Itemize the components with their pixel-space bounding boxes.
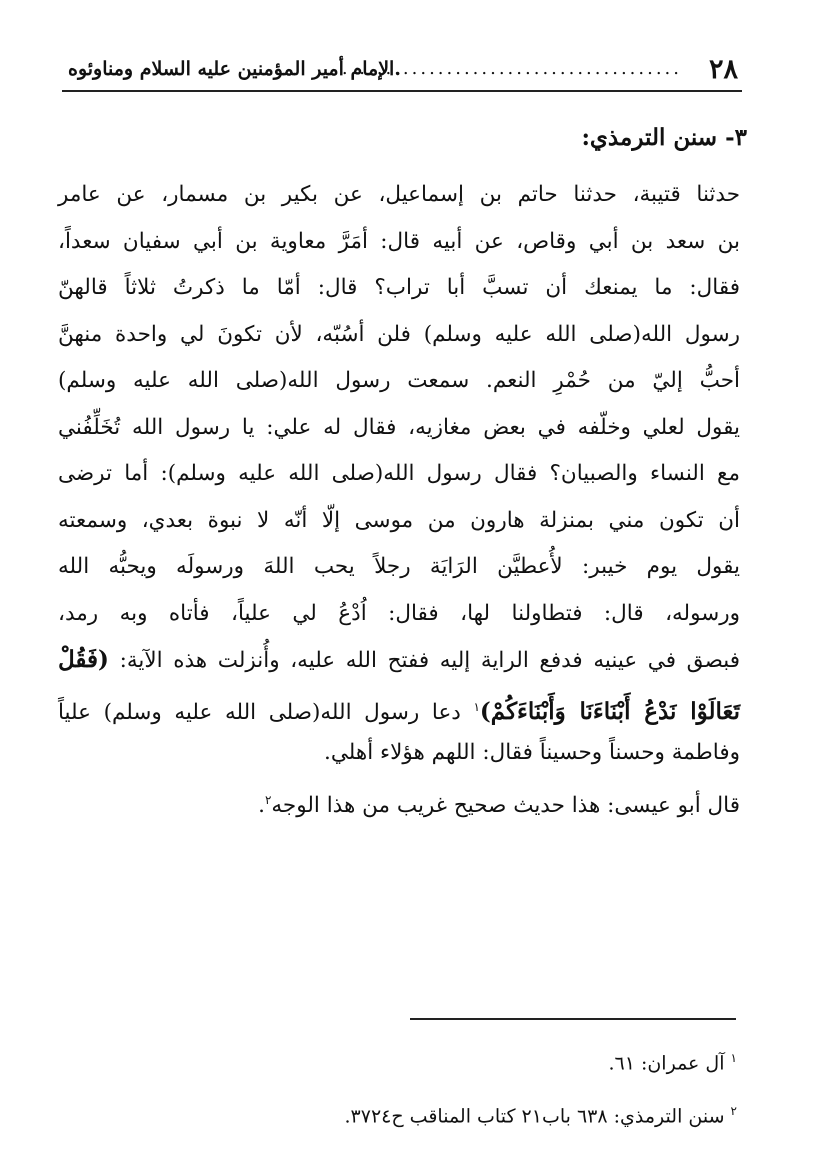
quran-verse-end: تَعَالَوْا نَدْعُ أَبْنَاءَنَا وَأَبْنَاءَكُمْ) bbox=[479, 697, 740, 725]
footnote-separator bbox=[410, 1018, 736, 1020]
text-segment: . bbox=[258, 792, 265, 818]
footnote-ref-2: ٢ bbox=[264, 792, 272, 807]
text-segment: دعا رسول الله(صلى الله عليه وسلم) علياً bbox=[58, 699, 474, 725]
text-line: رسول الله(صلى الله عليه وسلم) فلن أسُبّه، لأن تكونَ لي واحدة منهنَّ bbox=[58, 321, 740, 347]
hadith-text bbox=[58, 172, 740, 823]
text-line-final bbox=[58, 777, 740, 824]
header-dot-leader: ........................................ bbox=[333, 58, 682, 79]
text-line-with-verse bbox=[58, 637, 740, 684]
section-title: ٣- سنن الترمذي: bbox=[581, 124, 747, 151]
page-header bbox=[62, 52, 742, 92]
text-line: أن تكون مني بمنزلة هارون من موسى إلّا أنّه لا نبوة بعدي، وسمعته bbox=[58, 507, 740, 533]
text-line: يقول لعلي وخلّفه في بعض مغازيه، فقال له علي: يا رسول الله تُخَلِّفُني bbox=[58, 414, 740, 440]
text-line: يقول يوم خيبر: لأُعطيَّن الرَايَة رجلاً يحب اللهَ ورسولَه ويحبُّه الله bbox=[58, 554, 740, 579]
page-number: ٢٨ bbox=[708, 54, 738, 85]
text-line: أحبُّ إليّ من حُمْرِ النعم. سمعت رسول الله(صلى الله عليه وسلم) bbox=[58, 368, 740, 393]
footnote-1 bbox=[237, 1034, 737, 1087]
quran-verse-start: (فَقُلْ bbox=[58, 646, 109, 673]
text-line-with-verse bbox=[58, 684, 740, 731]
footnote-text: آل عمران: ٦١. bbox=[608, 1052, 731, 1075]
text-segment: فبصق في عينيه فدفع الراية إليه ففتح الله عليه، وأُنزلت هذه الآية: bbox=[108, 648, 740, 673]
text-line: حدثنا قتيبة، حدثنا حاتم بن إسماعيل، عن بكير بن مسمار، عن عامر bbox=[58, 182, 740, 207]
text-line: بن سعد بن أبي وقاص، عن أبيه قال: أمَرَّ معاوية بن أبي سفيان سعداً، bbox=[58, 228, 740, 254]
footnote-mark: ٢ bbox=[730, 1104, 737, 1119]
footnote-2 bbox=[237, 1087, 737, 1140]
text-line: فقال: ما يمنعك أن تسبَّ أبا تراب؟ قال: أمّا ما ذكرتُ ثلاثاً قالهنّ bbox=[58, 275, 740, 300]
footnote-mark: ١ bbox=[730, 1051, 737, 1065]
running-title: .الإمام أمير المؤمنين عليه السلام ومناوئوه bbox=[68, 58, 401, 80]
footnotes bbox=[237, 1034, 737, 1141]
footnote-text: سنن الترمذي: ٦٣٨ باب٢١ كتاب المناقب ح٣٧٢٤. bbox=[344, 1105, 731, 1128]
text-segment: قال أبو عيسى: هذا حديث صحيح غريب من هذا الوجه bbox=[271, 792, 740, 818]
footnote-ref-1: ١ bbox=[473, 699, 480, 714]
text-line: وفاطمة وحسناً وحسيناً فقال: اللهم هؤلاء أهلي. bbox=[324, 740, 740, 765]
text-line: ورسوله، قال: فتطاولنا لها، فقال: اُدْعُ لي علياً، فأتاه وبه رمد، bbox=[58, 600, 740, 626]
text-line: مع النساء والصبيان؟ فقال رسول الله(صلى الله عليه وسلم): أما ترضى bbox=[58, 461, 740, 486]
